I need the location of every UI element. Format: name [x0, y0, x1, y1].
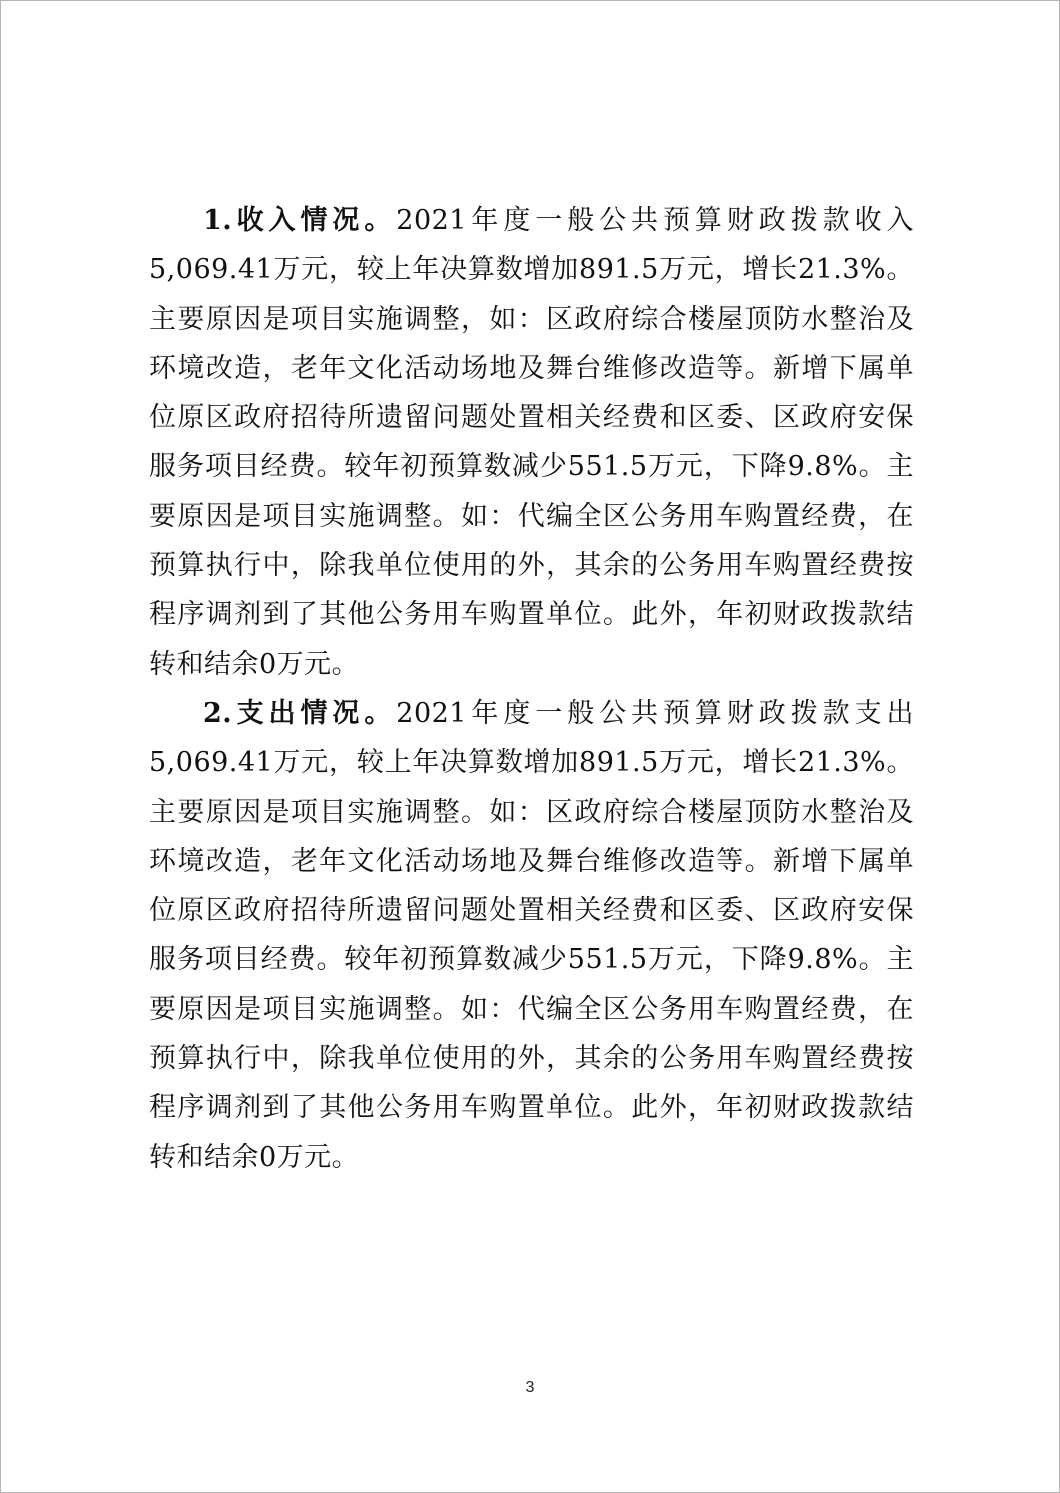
expenditure-paragraph: [149, 689, 914, 1182]
income-heading: 1.收入情况。: [203, 205, 397, 236]
income-paragraph: [149, 196, 914, 689]
expenditure-text: 2021年度一般公共预算财政拨款支出5,069.41万元，较上年决算数增加891.5万元，增长21.3%。主要原因是项目实施调整。如：区政府综合楼屋顶防水整治及环境改造，老年文化活动场地及舞台维修改造等。新增下属单位原区政府招待所遗留问题处置相关经费和区委、区政府安保服务项目经费。较年初预算数减少551.5万元，下降9.8%。主要原因是项目实施调整。如：代编全区公务用车购置经费，在预算执行中，除我单位使用的外，其余的公务用车购置经费按程序调剂到了其他公务用车购置单位。此外，年初财政拨款结转和结余0万元。: [149, 697, 914, 1173]
document-body: [149, 196, 914, 1182]
page-number: 3: [525, 1379, 535, 1396]
expenditure-heading: 2.支出情况。: [203, 697, 397, 729]
income-text: 2021年度一般公共预算财政拨款收入5,069.41万元，较上年决算数增加891.5万元，增长21.3%。主要原因是项目实施调整，如：区政府综合楼屋顶防水整治及环境改造，老年文化活动场地及舞台维修改造等。新增下属单位原区政府招待所遗留问题处置相关经费和区委、区政府安保服务项目经费。较年初预算数减少551.5万元，下降9.8%。主要原因是项目实施调整。如：代编全区公务用车购置经费，在预算执行中，除我单位使用的外，其余的公务用车购置经费按程序调剂到了其他公务用车购置单位。此外，年初财政拨款结转和结余0万元。: [149, 205, 914, 680]
